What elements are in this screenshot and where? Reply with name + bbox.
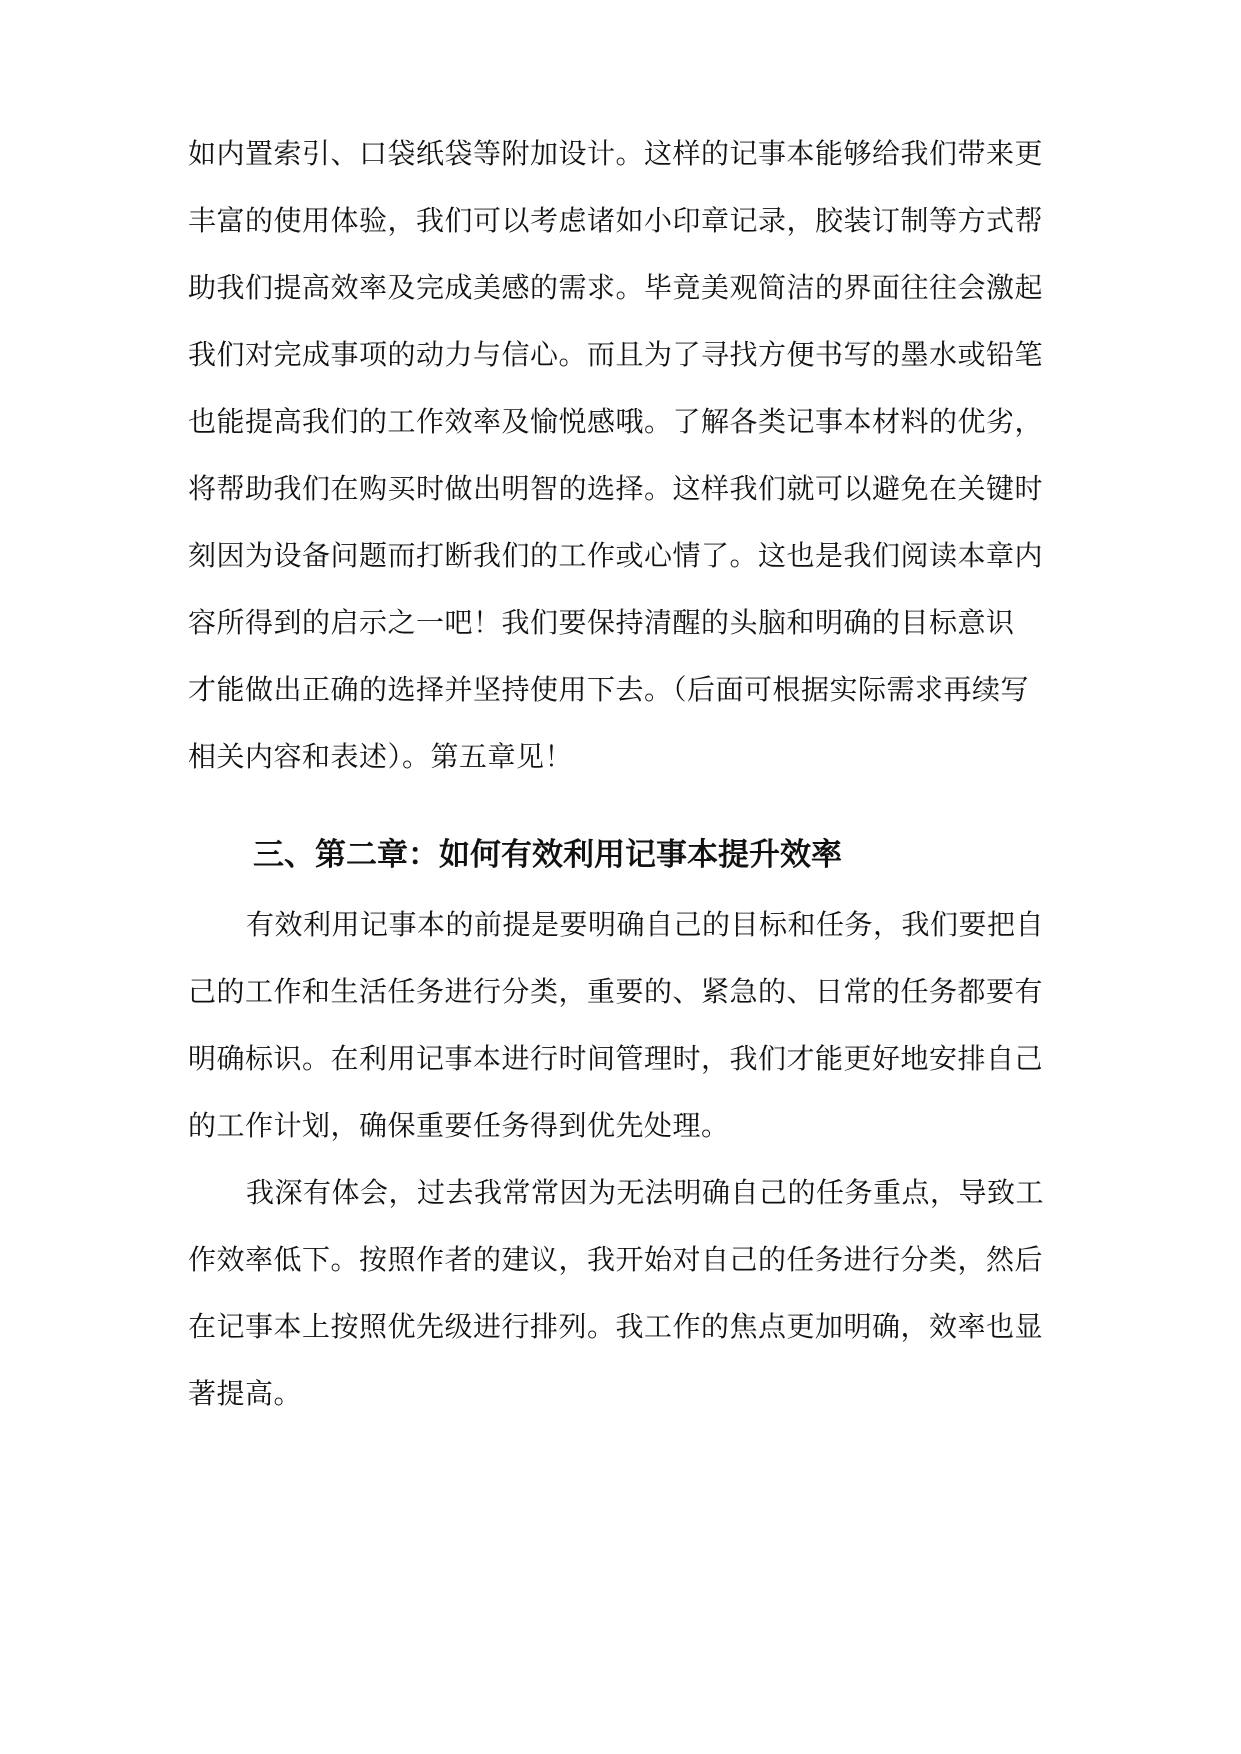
paragraph-2-line-2: 己的工作和生活任务进行分类，重要的、紧急的、日常的任务都要有 (188, 975, 1044, 1008)
paragraph-3-line-3: 在记事本上按照优先级进行排列。我工作的焦点更加明确，效率也显 (188, 1310, 1044, 1343)
paragraph-1-line-10: 相关内容和表述）。第五章见！ (188, 740, 574, 773)
paragraph-1-line-4: 我们对完成事项的动力与信心。而且为了寻找方便书写的墨水或铅笔 (188, 338, 1044, 371)
section-heading: 三、第二章：如何有效利用记事本提升效率 (253, 837, 842, 873)
paragraph-1-line-2: 丰富的使用体验，我们可以考虑诸如小印章记录，胶装订制等方式帮 (188, 204, 1044, 237)
paragraph-1-line-6: 将帮助我们在购买时做出明智的选择。这样我们就可以避免在关键时 (188, 472, 1044, 505)
paragraph-2-line-3: 明确标识。在利用记事本进行时间管理时，我们才能更好地安排自己 (188, 1042, 1044, 1075)
paragraph-2-line-4: 的工作计划，确保重要任务得到优先处理。 (188, 1109, 730, 1142)
paragraph-1-line-5: 也能提高我们的工作效率及愉悦感哦。了解各类记事本材料的优劣， (188, 405, 1044, 438)
paragraph-1-line-9: 才能做出正确的选择并坚持使用下去。（后面可根据实际需求再续写 (188, 673, 1030, 706)
paragraph-3-line-2: 作效率低下。按照作者的建议，我开始对自己的任务进行分类，然后 (188, 1243, 1044, 1276)
paragraph-1-line-1: 如内置索引、口袋纸袋等附加设计。这样的记事本能够给我们带来更 (188, 137, 1044, 170)
paragraph-1-line-3: 助我们提高效率及完成美感的需求。毕竟美观简洁的界面往往会激起 (188, 271, 1044, 304)
paragraph-1-line-7: 刻因为设备问题而打断我们的工作或心情了。这也是我们阅读本章内 (188, 539, 1044, 572)
paragraph-3-line-1: 我深有体会，过去我常常因为无法明确自己的任务重点，导致工 (246, 1176, 1045, 1209)
paragraph-1-line-8: 容所得到的启示之一吧！我们要保持清醒的头脑和明确的目标意识 (188, 606, 1015, 639)
paragraph-3-line-4: 著提高。 (188, 1377, 303, 1410)
paragraph-2-line-1: 有效利用记事本的前提是要明确自己的目标和任务，我们要把自 (246, 908, 1045, 941)
